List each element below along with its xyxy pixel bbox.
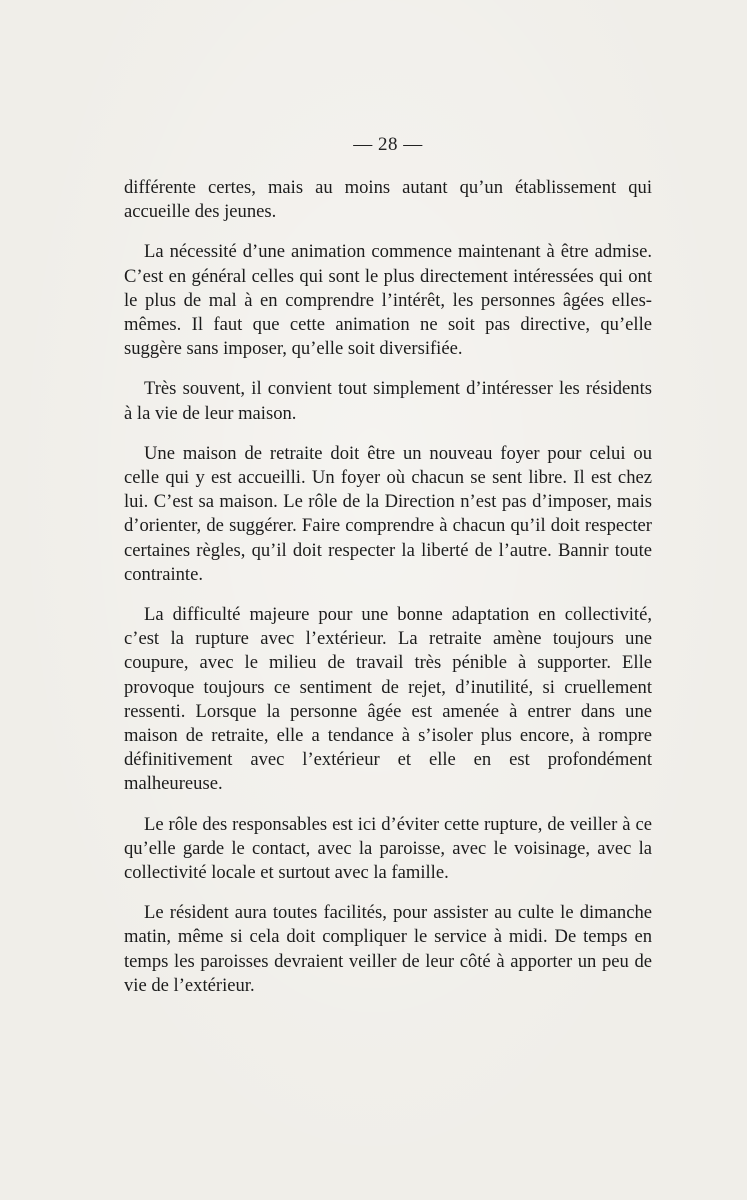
- paragraph: Une maison de retraite doit être un nouveau foyer pour celui ou celle qui y est accueilli. Un foyer où chacun se sent libre. Il est chez lui. C’est sa maison. Le rôle de la Direction n’est pas d’imposer, mais d’orienter, de suggérer. Faire comprendre à chacun qu’il doit respecter certaines règles, qu’il doit respecter la liberté de l’autre. Bannir toute contrainte.: [124, 442, 652, 585]
- paragraph: La difficulté majeure pour une bonne adaptation en collectivité, c’est la rupture avec l’extérieur. La retraite amène toujours une coupure, avec le milieu de travail très pénible à supporter. Elle provoque toujours ce sentiment de rejet, d’inutilité, si cruellement ressenti. Lorsque la personne âgée est amenée à entrer dans une maison de retraite, elle a tendance à s’isoler plus encore, à rompre définitivement avec l’extérieur et elle en est profondément malheureuse.: [124, 604, 652, 795]
- paragraph: Le rôle des responsables est ici d’éviter cette rupture, de veiller à ce qu’elle garde le contact, avec la paroisse, avec le voisinage, avec la collectivité locale et surtout avec la famille.: [124, 813, 652, 884]
- page-number: — 28 —: [353, 134, 423, 155]
- paragraph: Le résident aura toutes facilités, pour assister au culte le dimanche matin, même si cela doit compliquer le service à midi. De temps en temps les paroisses devraient veiller de leur côté à apporter un peu de vie de l’extérieur.: [124, 902, 652, 996]
- paragraph: La nécessité d’une animation commence maintenant à être admise. C’est en général celles qui sont le plus directement intéressées qui ont le plus de mal à en comprendre l’intérêt, les personnes âgées elles-mêmes. Il faut que cette animation ne soit pas directive, qu’elle suggère sans imposer, qu’elle soit diversifiée.: [124, 241, 652, 360]
- paragraph: différente certes, mais au moins autant qu’un établissement qui accueille des jeunes.: [124, 177, 652, 223]
- paragraph: Très souvent, il convient tout simplement d’intéresser les résidents à la vie de leur maison.: [124, 378, 652, 424]
- body-text: [124, 176, 652, 1014]
